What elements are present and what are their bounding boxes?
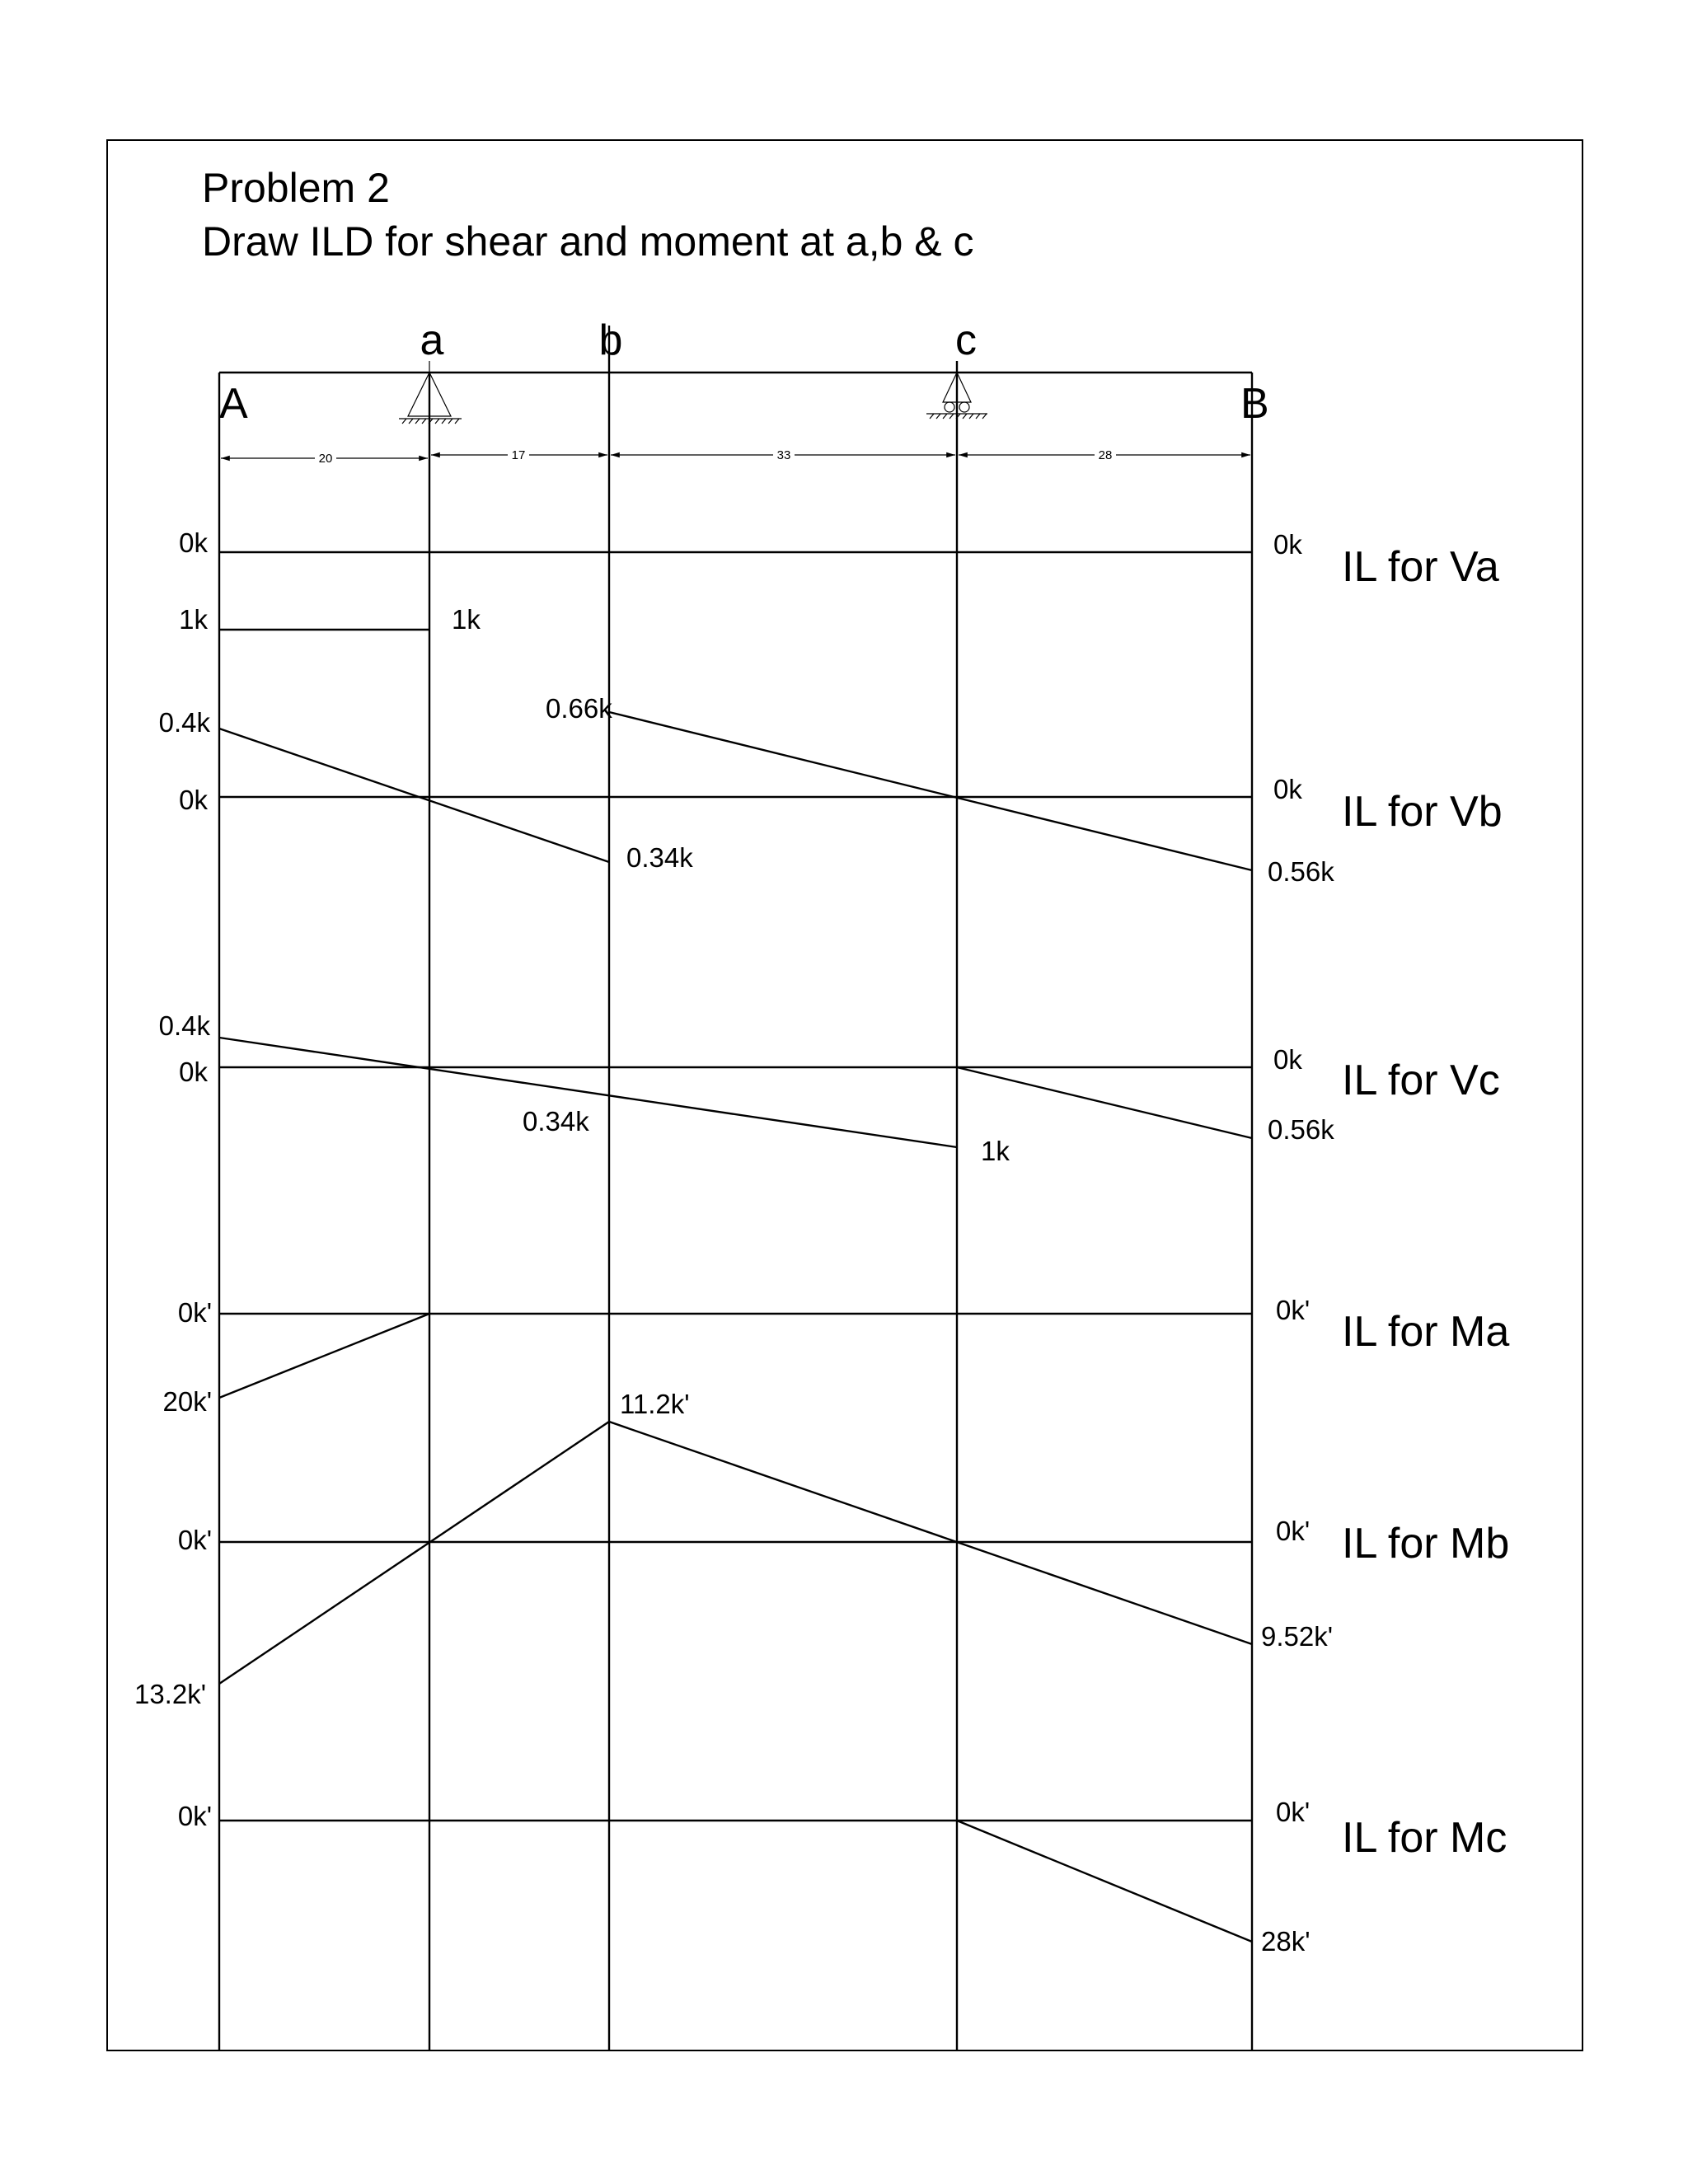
value-label: 11.2k' [620,1389,690,1419]
diagram-label: IL for Va [1342,543,1499,591]
value-label: 0k [1273,529,1302,560]
point-label-b: b [598,316,623,364]
diagram-label: IL for Ma [1342,1308,1510,1356]
dimension-lines [221,448,1250,466]
value-label: 0k [179,785,208,815]
il-diagram-va [179,527,1499,635]
influence-line [957,1067,1252,1138]
il-diagram-vb [159,693,1503,887]
value-label: 0.66k [546,693,612,724]
influence-line [609,712,1252,870]
value-label: 0.4k [158,707,210,738]
value-label: 0.34k [523,1106,589,1137]
diagram-label: IL for Vb [1342,788,1503,836]
value-label: 0k' [177,1525,212,1555]
value-label: 0.34k [626,842,693,873]
il-diagram-mc [178,1797,1507,1957]
value-label: 0k [179,1057,208,1087]
value-label: 1k [452,604,481,635]
problem-subtitle: Draw ILD for shear and moment at a,b & c [202,218,974,265]
il-diagram-ma [162,1295,1509,1417]
value-label: 0k' [1276,1797,1311,1827]
beam [219,326,1252,2050]
value-label: 1k [981,1136,1010,1166]
value-label: 1k [179,604,208,635]
value-label: 0.4k [158,1010,210,1041]
value-label: 20k' [162,1386,212,1417]
diagram-label: IL for Mb [1342,1520,1510,1568]
point-label-a: a [420,316,444,364]
value-label: 28k' [1261,1926,1311,1957]
il-diagram-mb [134,1389,1509,1709]
point-label-c: c [955,316,977,364]
influence-line [219,1314,429,1398]
il-diagram-vc [159,1010,1500,1166]
value-label: 9.52k' [1261,1621,1334,1652]
problem-title: Problem 2 [202,165,390,211]
span-label-17: 17 [511,448,526,462]
value-label: 0k [179,527,208,558]
end-label-A: A [219,380,248,428]
value-label: 0k' [1276,1295,1311,1325]
diagram-label: IL for Vc [1342,1057,1500,1104]
value-label: 0k' [177,1801,212,1831]
end-label-B: B [1240,380,1269,428]
value-label: 13.2k' [134,1679,206,1709]
value-label: 0k [1273,1044,1302,1075]
span-label-28: 28 [1098,448,1113,462]
value-label: 0.56k [1268,1114,1334,1145]
value-label: 0k [1273,774,1302,804]
value-label: 0k' [177,1297,212,1328]
span-label-33: 33 [776,448,791,462]
value-label: 0k' [1276,1516,1311,1546]
diagram-label: IL for Mc [1342,1814,1507,1862]
value-label: 0.56k [1268,856,1334,887]
span-label-20: 20 [318,452,333,466]
influence-line [219,1422,1252,1684]
influence-line [219,729,609,862]
influence-line [957,1821,1252,1942]
